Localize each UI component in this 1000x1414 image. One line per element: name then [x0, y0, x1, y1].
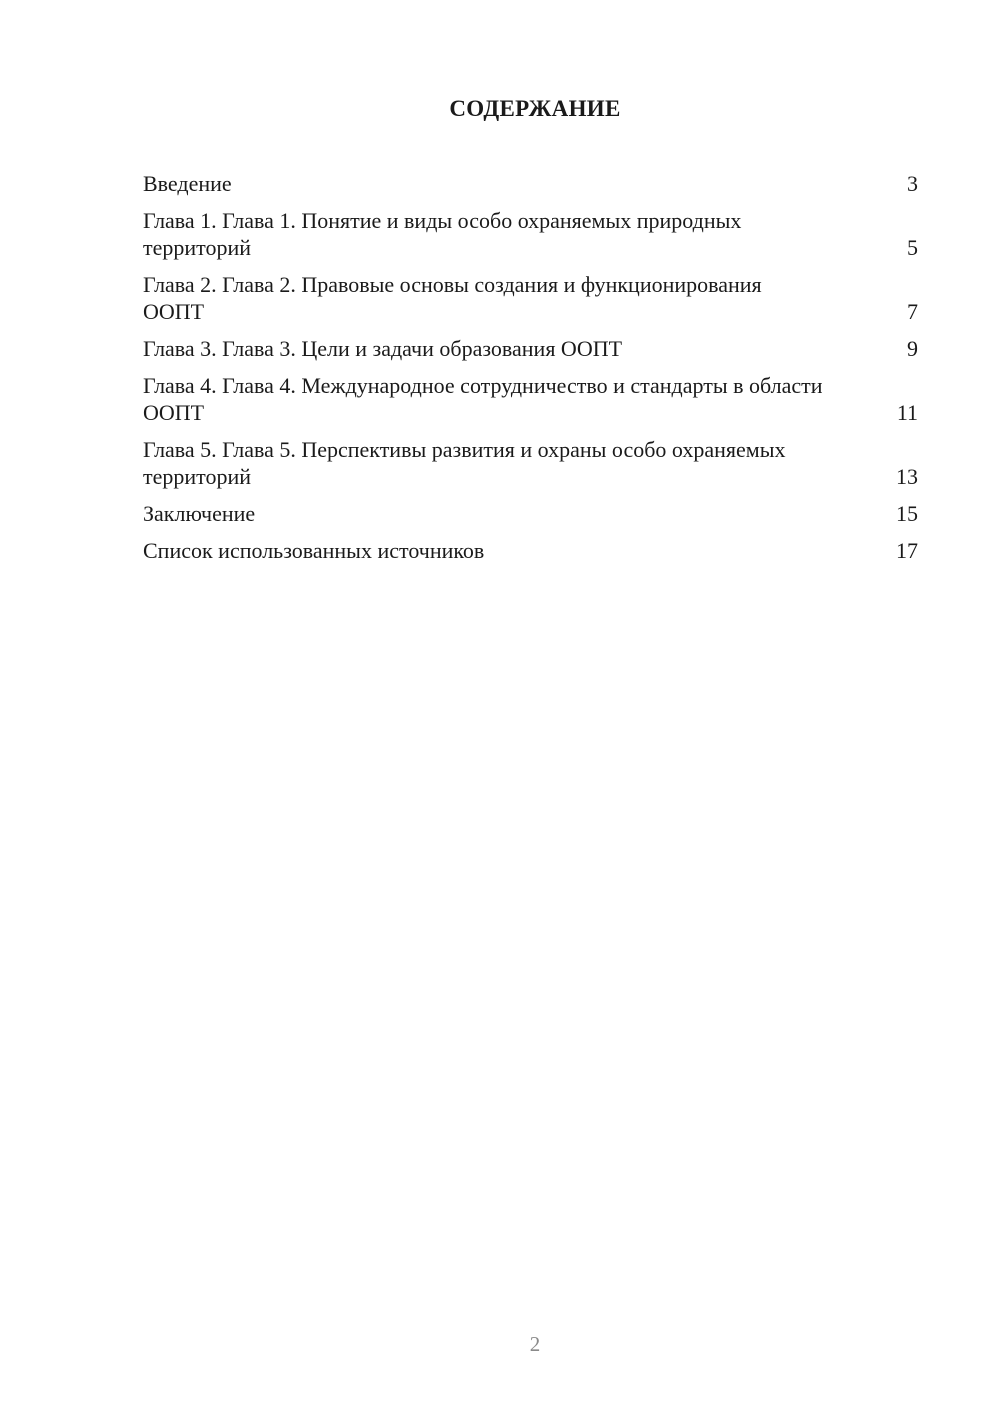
toc-entry-text: Глава 5. Глава 5. Перспективы развития и охраны особо охраняемых территорий [143, 437, 786, 489]
toc-entry-text: Глава 3. Глава 3. Цели и задачи образования ООПТ [143, 336, 623, 361]
toc-entry-chapter-2 [143, 271, 918, 325]
toc-entry-page: 15 [896, 501, 918, 526]
toc-entry-page: 13 [896, 464, 918, 489]
toc-entry-text: Заключение [143, 501, 256, 526]
toc-entry-text: Глава 2. Глава 2. Правовые основы создания и функционирования ООПТ [143, 272, 762, 324]
toc-entry-page: 11 [896, 400, 918, 425]
toc-entry-chapter-3 [143, 335, 918, 362]
toc-entry-chapter-4 [143, 372, 918, 426]
toc-entry-text: Глава 1. Глава 1. Понятие и виды особо охраняемых природных территорий [143, 208, 742, 260]
toc-entry-chapter-1 [143, 207, 918, 261]
toc-entry-introduction [143, 170, 918, 197]
toc-entry-page: 7 [907, 299, 918, 324]
page-number: 2 [529, 1332, 541, 1356]
table-of-contents [143, 170, 918, 574]
toc-entry-page: 9 [907, 336, 918, 361]
toc-entry-page: 3 [907, 171, 918, 196]
page-title: СОДЕРЖАНИЕ [449, 96, 621, 121]
toc-entry-text: Введение [143, 171, 232, 196]
toc-entry-page: 5 [907, 235, 918, 260]
toc-entry-text: Список использованных источников [143, 538, 485, 563]
toc-entry-conclusion [143, 500, 918, 527]
toc-entry-references [143, 537, 918, 564]
toc-entry-chapter-5 [143, 436, 918, 490]
toc-entry-text: Глава 4. Глава 4. Международное сотрудничество и стандарты в области ООПТ [143, 373, 823, 425]
toc-entry-page: 17 [896, 538, 918, 563]
